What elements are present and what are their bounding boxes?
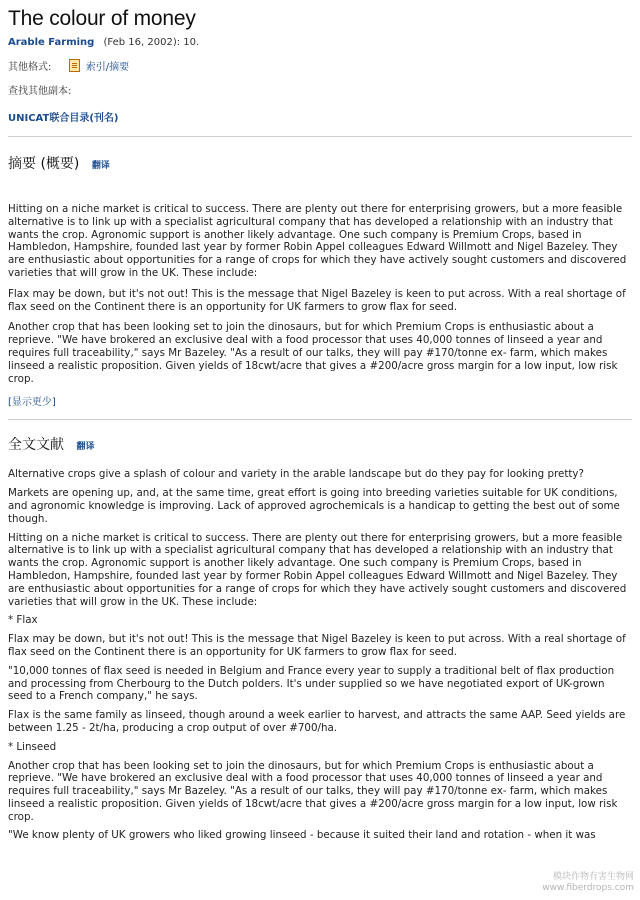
fulltext-paragraph: "We know plenty of UK growers who liked growing linseed - because it suited their land and rotation - when it was — [8, 829, 596, 842]
abstract-heading: 摘要 (概要) — [8, 156, 80, 172]
other-formats-label: 其他格式: — [8, 62, 52, 73]
document-icon — [69, 59, 80, 72]
other-copies-label: 查找其他副本: — [8, 86, 72, 97]
article-title: The colour of money — [8, 7, 196, 30]
fulltext-heading: 全文文献 — [8, 437, 64, 454]
fulltext-paragraph: Flax is the same family as linseed, though around a week earlier to harvest, and attracts the same AAP. Seed yields are between 1.25 - 2t/ha, producing a crop output of over #700/ha. — [8, 709, 626, 734]
fulltext-paragraph: Flax may be down, but it's not out! This is the message that Nigel Bazeley is keen to put across. With a real shortage of flax seed on the Continent there is an opportunity for UK farmers to grow flax for seed. — [8, 633, 626, 658]
source-link[interactable]: Arable Farming — [8, 37, 95, 48]
abstract-paragraph: Another crop that has been looking set to join the dinosaurs, but for which Premium Crops is enthusiastic about a reprieve. "We have brokered an exclusive deal with a food processor that uses 40,000 tonnes of linseed a year and requires full traceability," says Mr Bazeley. "As a result of our talks, they will pay #170/tonne ex- farm, which makes linseed a realistic proposition. Given yields of 18cwt/acre that gives a #200/acre gross margin for a low input, low risk crop. — [8, 321, 618, 385]
fulltext-paragraph: "10,000 tonnes of flax seed is needed in Belgium and France every year to supply a traditional belt of flax production and processing from Cherbourg to the Dutch polders. It's under supplied so we have negotiated export of UK-grown seed to a French company," he says. — [8, 664, 615, 703]
unicat-row — [8, 109, 632, 124]
source-date: (Feb 16, 2002): 10. — [103, 37, 200, 48]
fulltext-paragraph: Alternative crops give a splash of colour and variety in the arable landscape but do they pay for looking pretty? — [8, 468, 584, 481]
fulltext-paragraph: Hitting on a niche market is critical to success. There are plenty out there for enterprising growers, but a more feasible alternative is to link up with a specialist agricultural company that has developed a relationship with an industry that wants the crop. Agronomic support is another likely advantage. One such company is Premium Crops, based in Hambledon, Hampshire, founded last year by former Robin Appel colleagues Edward Willmott and Nigel Bazeley. They are enthusiastic about opportunities for a range of crops for which they have actively sought customers and discovered varieties that will grow in the UK. These include: — [8, 531, 627, 608]
fulltext-paragraph: Markets are opening up, and, at the same time, great effort is going into breeding varieties suitable for UK conditions, and agronomic knowledge is improving. Lack of approved agrochemicals is a handicap to getting the best out of some though. — [8, 487, 620, 525]
other-formats-row — [8, 58, 632, 73]
fulltext-paragraph: Another crop that has been looking set to join the dinosaurs, but for which Premium Crops is enthusiastic about a reprieve. "We have brokered an exclusive deal with a food processor that uses 40,000 tonnes of linseed a year and requires full traceability," says Mr Bazeley. "As a result of our talks, they will pay #170/tonne ex- farm, which makes linseed a realistic proposition. Given yields of 18cwt/acre that gives a #200/acre gross margin for a low input, low risk crop. — [8, 759, 618, 823]
unicat-link[interactable]: UNICAT联合目录(刊名) — [8, 113, 119, 124]
fulltext-subheading: * Linseed — [8, 740, 57, 753]
abstract-section — [8, 203, 632, 409]
fulltext-translate-link[interactable]: 翻译 — [76, 442, 95, 453]
site-watermark — [542, 872, 634, 894]
other-copies-row — [8, 82, 632, 97]
abstract-paragraph: Flax may be down, but it's not out! This is the message that Nigel Bazeley is keen to put across. With a real shortage of flax seed on the Continent there is an opportunity for UK farmers to grow flax for seed. — [8, 287, 626, 313]
divider — [8, 419, 632, 420]
fulltext-section — [8, 468, 632, 842]
article-source — [8, 37, 632, 48]
abstract-format-link[interactable]: 索引/摘要 — [85, 62, 130, 73]
abstract-paragraph: Hitting on a niche market is critical to success. There are plenty out there for enterprising growers, but a more feasible alternative is to link up with a specialist agricultural company that has developed a relationship with an industry that wants the crop. Agronomic support is another likely advantage. One such company is Premium Crops, based in Hambledon, Hampshire, founded last year by former Robin Appel colleagues Edward Willmott and Nigel Bazeley. They are enthusiastic about opportunities for a range of crops for which they have actively sought customers and discovered varieties that will grow in the UK. These include: — [8, 203, 627, 279]
show-less-link[interactable]: [显示更少] — [8, 397, 56, 409]
abstract-translate-link[interactable]: 翻译 — [91, 161, 110, 171]
watermark-line: 模块作物有害生物网 — [552, 872, 634, 882]
fulltext-heading-row — [8, 434, 632, 454]
divider — [8, 136, 632, 137]
watermark-line: www.fiberdrops.com — [542, 883, 634, 893]
fulltext-subheading: * Flax — [8, 614, 38, 627]
abstract-heading-row — [8, 153, 632, 173]
